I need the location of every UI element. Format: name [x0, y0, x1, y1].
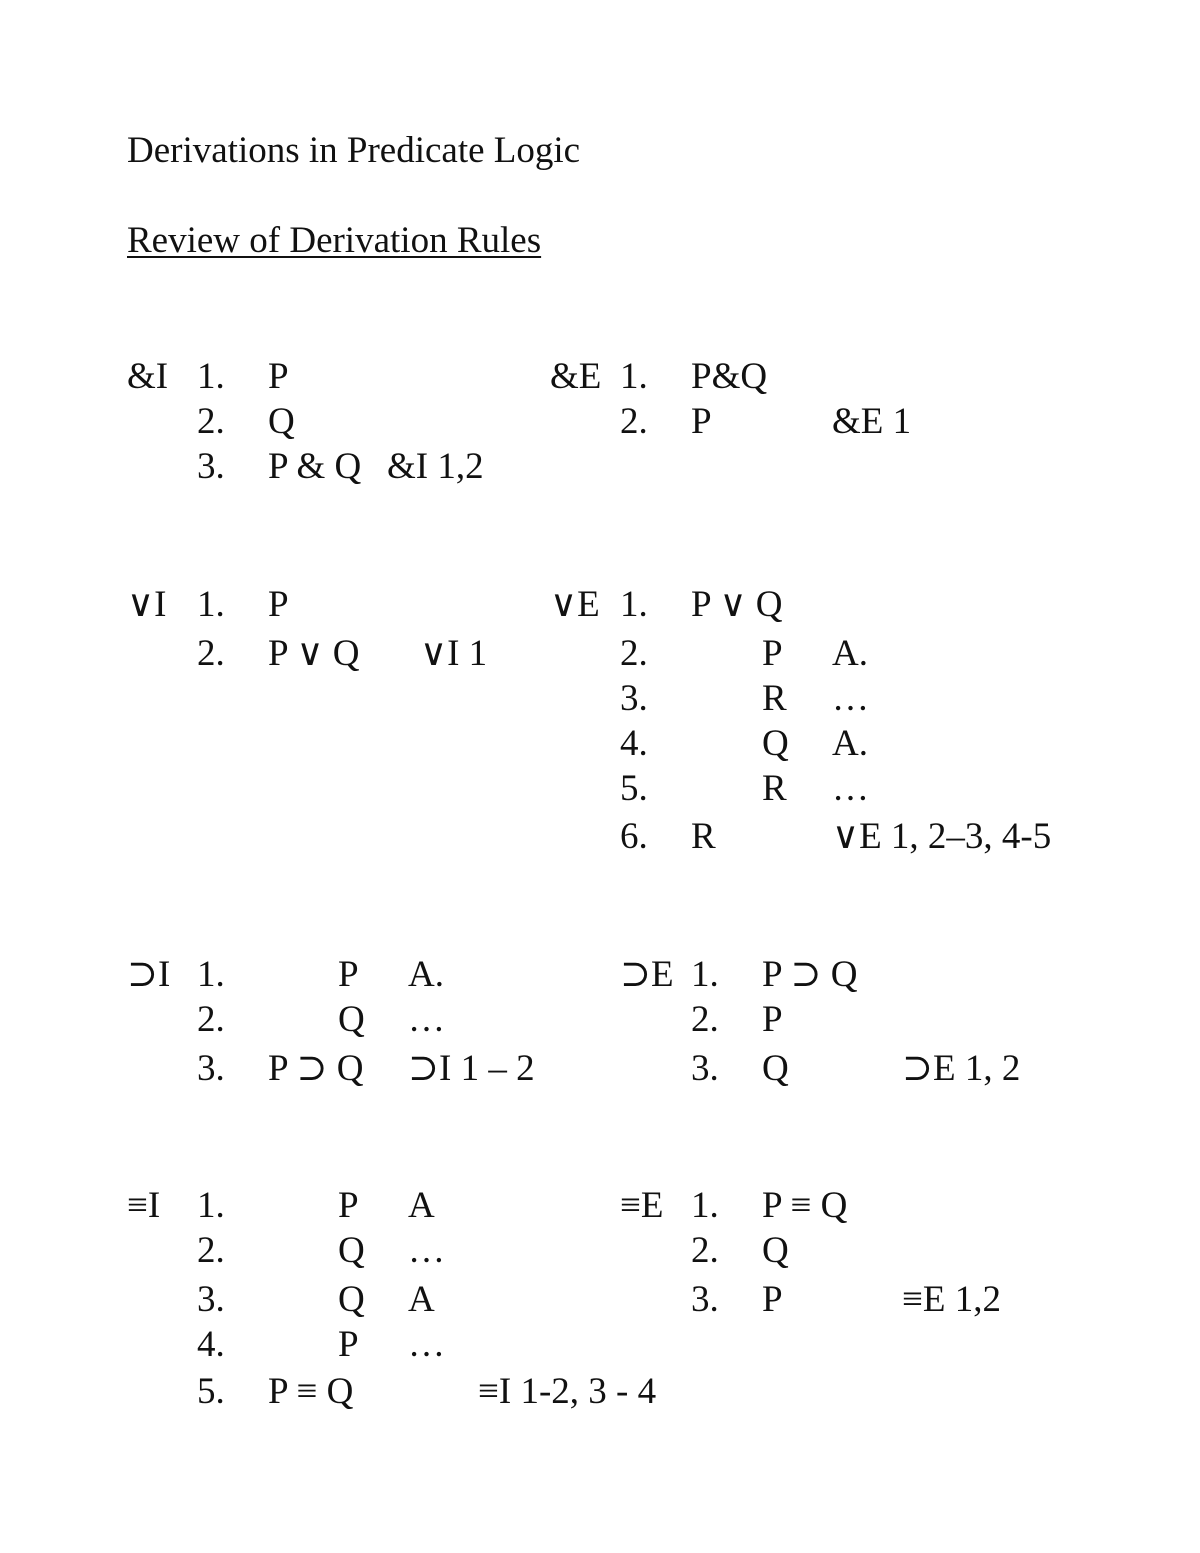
- line-number: 2.: [197, 999, 225, 1040]
- line-number: 1.: [620, 584, 648, 625]
- formula: P ∨ Q: [691, 584, 783, 625]
- line-number: 3.: [197, 1279, 225, 1320]
- line-number: 5.: [620, 768, 648, 809]
- formula: Q: [762, 1048, 789, 1089]
- justification: ⊃E 1, 2: [902, 1048, 1021, 1089]
- formula: P: [762, 999, 783, 1040]
- formula: P ⊃ Q: [268, 1048, 364, 1089]
- formula: R: [762, 768, 787, 809]
- formula: P: [691, 401, 712, 442]
- formula: P & Q: [268, 446, 362, 487]
- justification: A: [408, 1279, 435, 1320]
- formula: P: [762, 633, 783, 674]
- justification: &I 1,2: [387, 446, 484, 487]
- formula: P ∨ Q: [268, 633, 360, 674]
- line-number: 2.: [691, 999, 719, 1040]
- line-number: 3.: [691, 1048, 719, 1089]
- line-number: 2.: [197, 1230, 225, 1271]
- rule-label: ⊃I: [127, 954, 171, 995]
- formula: Q: [268, 401, 295, 442]
- formula: P ⊃ Q: [762, 954, 858, 995]
- justification: A.: [408, 954, 444, 995]
- formula: P: [338, 954, 359, 995]
- formula: R: [691, 816, 716, 857]
- formula: Q: [338, 999, 365, 1040]
- justification: …: [408, 1230, 445, 1271]
- line-number: 3.: [620, 678, 648, 719]
- justification: …: [408, 1324, 445, 1365]
- formula: P ≡ Q: [762, 1185, 848, 1226]
- formula: P: [338, 1324, 359, 1365]
- rule-label: ⊃E: [620, 954, 674, 995]
- formula: P ≡ Q: [268, 1371, 354, 1412]
- formula: R: [762, 678, 787, 719]
- justification: &E 1: [832, 401, 912, 442]
- line-number: 2.: [691, 1230, 719, 1271]
- page-title: Derivations in Predicate Logic: [127, 130, 581, 171]
- formula: Q: [338, 1279, 365, 1320]
- section-heading: Review of Derivation Rules: [127, 220, 542, 261]
- line-number: 2.: [197, 633, 225, 674]
- formula: P: [762, 1279, 783, 1320]
- rule-label: ≡I: [127, 1185, 161, 1226]
- rule-label: &I: [127, 356, 169, 397]
- justification: A: [408, 1185, 435, 1226]
- justification: ∨E 1, 2–3, 4-5: [832, 816, 1052, 857]
- justification: …: [408, 999, 445, 1040]
- line-number: 3.: [197, 446, 225, 487]
- line-number: 3.: [197, 1048, 225, 1089]
- justification: ⊃I 1 – 2: [408, 1048, 535, 1089]
- line-number: 2.: [620, 633, 648, 674]
- rule-label: &E: [550, 356, 602, 397]
- formula: P&Q: [691, 356, 768, 397]
- justification: ≡I 1-2, 3 - 4: [478, 1371, 657, 1412]
- line-number: 4.: [620, 723, 648, 764]
- formula: Q: [762, 1230, 789, 1271]
- formula: P: [268, 584, 289, 625]
- line-number: 1.: [197, 584, 225, 625]
- rule-label: ≡E: [620, 1185, 664, 1226]
- formula: Q: [762, 723, 789, 764]
- rule-label: ∨I: [127, 584, 167, 625]
- justification: …: [832, 768, 869, 809]
- line-number: 3.: [691, 1279, 719, 1320]
- justification: A.: [832, 633, 868, 674]
- line-number: 6.: [620, 816, 648, 857]
- formula: Q: [338, 1230, 365, 1271]
- line-number: 1.: [691, 954, 719, 995]
- line-number: 1.: [620, 356, 648, 397]
- justification: ∨I 1: [420, 633, 488, 674]
- line-number: 1.: [197, 356, 225, 397]
- rule-label: ∨E: [550, 584, 600, 625]
- justification: …: [832, 678, 869, 719]
- line-number: 1.: [197, 954, 225, 995]
- line-number: 1.: [197, 1185, 225, 1226]
- formula: P: [338, 1185, 359, 1226]
- line-number: 4.: [197, 1324, 225, 1365]
- formula: P: [268, 356, 289, 397]
- line-number: 2.: [620, 401, 648, 442]
- justification: ≡E 1,2: [902, 1279, 1001, 1320]
- justification: A.: [832, 723, 868, 764]
- line-number: 1.: [691, 1185, 719, 1226]
- line-number: 2.: [197, 401, 225, 442]
- line-number: 5.: [197, 1371, 225, 1412]
